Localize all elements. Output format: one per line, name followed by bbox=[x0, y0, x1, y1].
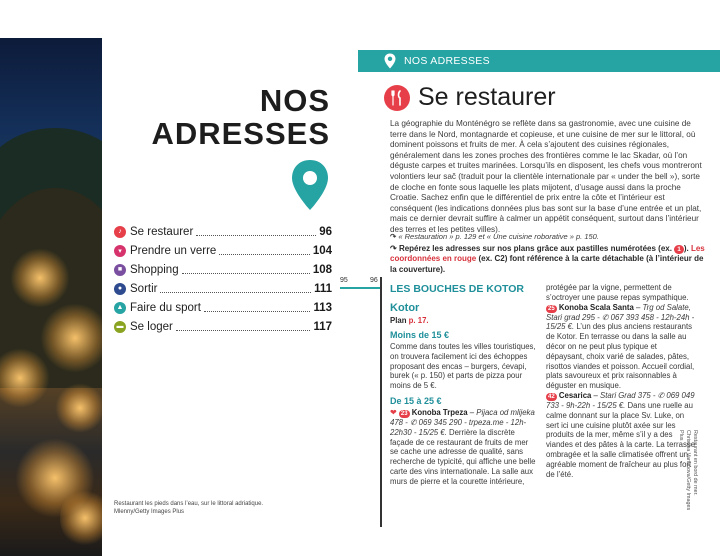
section-header bbox=[384, 83, 556, 112]
entry-info: – Pijaca od mlijeka 478 - ✆ 069 345 290 - trpeza.me - 12h-22h30 - 15/25 €. bbox=[390, 407, 535, 437]
location-pin-icon bbox=[384, 53, 396, 69]
entry-name: Konoba Scala Santa bbox=[558, 302, 634, 312]
toc-item-page: 96 bbox=[319, 225, 332, 238]
entry-info: – Stari Grad 375 - ✆ 069 049 733 - 9h-22h - 15/25 €. bbox=[546, 390, 695, 410]
toc-item-page: 104 bbox=[312, 244, 332, 257]
entry-description: Dans une ruelle au calme donnant sur la place Sv. Luke, on sert ici une cuisine plutôt axée sur les produits de la mer, même s’il y a des viandes et des pâtes à la carte. La terrasse ombragée et la salle climatisée offrent un agréable moment de fraîcheur au plus fort de l’été. bbox=[546, 400, 696, 479]
title-line-1: NOS bbox=[259, 83, 330, 118]
entry-description: L’un des plus anciens restaurants de Kotor. En terrasse ou dans la salle au décor on ne peut plus typique et dépaysant, choix varié de salades, pâtes, risottos viandes et poisson. Accueil cordial, plats savoureux et prix raisonnables à déguster en musique. bbox=[546, 322, 695, 391]
page-title bbox=[151, 84, 330, 150]
page-marker-bar bbox=[340, 287, 380, 289]
location-pin-icon bbox=[290, 158, 330, 212]
toc-item[interactable] bbox=[114, 279, 332, 298]
listing-column-1 bbox=[390, 283, 536, 487]
photo-caption bbox=[114, 500, 354, 516]
toc-item[interactable] bbox=[114, 222, 332, 241]
table-of-contents bbox=[114, 222, 332, 336]
listing-text: protégée par la vigne, permettent de s’octroyer une pause repas sympathique. bbox=[546, 283, 689, 302]
toc-item-label: Prendre un verre bbox=[130, 244, 217, 257]
caption-credit: Mlenny/Getty Images Plus bbox=[114, 509, 185, 515]
entry-info: – Trg od Salate, Stari grad 295 - ✆ 067 393 458 - 12h-24h - 15/25 €. bbox=[546, 302, 695, 332]
photo-light bbox=[40, 303, 102, 373]
entry-number-badge: 25 bbox=[548, 305, 555, 312]
glass-icon: ▾ bbox=[114, 245, 126, 257]
night-coast-photo bbox=[0, 38, 102, 556]
bed-icon: ▬ bbox=[114, 321, 126, 333]
note-text: ). bbox=[683, 244, 689, 253]
entry-name: Cesarica bbox=[558, 390, 592, 400]
toc-item[interactable] bbox=[114, 260, 332, 279]
fork-knife-icon bbox=[384, 85, 410, 111]
listing-entry bbox=[546, 391, 696, 479]
see-also-icon: ↷ bbox=[390, 244, 399, 253]
page-number-right: 96 bbox=[370, 277, 378, 284]
heart-icon: ❤ bbox=[390, 407, 397, 417]
toc-leader-dots bbox=[219, 246, 310, 255]
section-title: Se restaurer bbox=[418, 83, 556, 111]
page-number-left: 95 bbox=[340, 277, 348, 284]
entry-number-badge: 42 bbox=[548, 393, 555, 400]
see-also-icon: ↷ bbox=[390, 232, 399, 241]
reference-line bbox=[390, 232, 599, 241]
toc-item-label: Shopping bbox=[130, 263, 179, 276]
note-text: Repérez les adresses sur nos plans grâce aux pastilles numérotées (ex. bbox=[398, 244, 675, 253]
entry-name: Konoba Trpeza bbox=[411, 407, 468, 417]
listing-entry bbox=[546, 303, 696, 391]
listing-text: Comme dans toutes les villes touristiques, on trouvera facilement ici des échoppes proposant des encas – burgers, ćevapi, burek (« p. 150) et parts de pizza pour moins de 5 €. bbox=[390, 342, 536, 391]
sport-icon: ▲ bbox=[114, 302, 126, 314]
toc-item-page: 108 bbox=[312, 263, 332, 276]
toc-leader-dots bbox=[176, 322, 311, 331]
city-title: Kotor bbox=[390, 302, 420, 314]
caption-text: Restaurant les pieds dans l’eau, sur le littoral adriatique. bbox=[114, 501, 264, 507]
toc-item[interactable] bbox=[114, 317, 332, 336]
toc-item-label: Faire du sport bbox=[130, 301, 201, 314]
fork-knife-icon: ♪ bbox=[114, 226, 126, 238]
column-rule bbox=[380, 277, 382, 527]
listing-entry bbox=[390, 408, 536, 487]
toc-item-label: Se restaurer bbox=[130, 225, 194, 238]
toc-leader-dots bbox=[196, 227, 316, 236]
toc-item-page: 111 bbox=[314, 282, 332, 295]
price-range-heading: Moins de 15 € bbox=[390, 330, 450, 340]
toc-item-label: Se loger bbox=[130, 320, 173, 333]
photo-light bbox=[10, 248, 70, 308]
plan-reference bbox=[390, 316, 536, 325]
note-badge: 1 bbox=[674, 245, 684, 254]
toc-item-label: Sortir bbox=[130, 282, 158, 295]
plan-page: p. 17. bbox=[408, 316, 429, 325]
mask-icon: ● bbox=[114, 283, 126, 295]
banner-label: NOS ADRESSES bbox=[404, 55, 490, 67]
toc-leader-dots bbox=[182, 265, 310, 274]
note-text: (ex. C2) font référence à la carte détachable (à l’intérieur de la couverture). bbox=[390, 254, 704, 274]
toc-leader-dots bbox=[160, 284, 311, 293]
note-red-text: Les coordonnées en rouge bbox=[390, 244, 705, 264]
toc-item-page: 113 bbox=[313, 301, 332, 314]
caption-credit: Christina Varianova/Getty Images Plus bbox=[678, 430, 691, 511]
toc-item[interactable] bbox=[114, 241, 332, 260]
title-line-2: ADRESSES bbox=[151, 116, 330, 151]
entry-number-badge: 23 bbox=[400, 410, 408, 417]
plan-label: Plan bbox=[390, 316, 409, 325]
photo-light bbox=[60, 488, 102, 548]
price-range-heading: De 15 à 25 € bbox=[390, 395, 442, 406]
map-note bbox=[390, 244, 708, 275]
section-banner bbox=[358, 50, 720, 72]
shopping-bag-icon: ■ bbox=[114, 264, 126, 276]
photo-light bbox=[55, 383, 102, 433]
reference-text: « Restauration » p. 129 et « Une cuisine roborative » p. 150. bbox=[398, 232, 599, 241]
photo-caption-vertical bbox=[677, 430, 698, 520]
region-title: LES BOUCHES DE KOTOR bbox=[390, 283, 524, 295]
toc-item-page: 117 bbox=[313, 320, 332, 333]
page-number-marker bbox=[340, 277, 380, 287]
toc-leader-dots bbox=[204, 303, 310, 312]
left-page bbox=[102, 38, 352, 556]
intro-paragraph: La géographie du Monténégro se reflète dans sa gastronomie, avec une cuisine de terre dans le Nord, montagnarde et copieuse, et une cuisine de mer sur le littoral, où dominent poissons et fruits de mer. À cela s’ajoutent des cuisines régionales, généralement dans les zones proches des frontières comme le lac Skadar, où l’on déguste carpes et truites marinées. Lorsqu’ils en disposent, les chefs vous montreront volontiers leur sač (traduit pour la clientèle internationale par « under the bell »), sorte de cloche en fonte sous laquelle les plats mijotent, d’usage aussi dans la proche Croatie. Sachez enfin que le différentiel de prix entre la côte et l’intérieur est conséquent (les indications données plus bas sont sur la base d’une entrée et un plat, mais ce dernier devrait suffire à calmer un appétit conséquent, surtout dans l’intérieur des terres et les petites villes). bbox=[390, 119, 702, 234]
listing-column-2 bbox=[546, 283, 696, 479]
entry-description: Derrière la discrète façade de ce restaurant de fruits de mer se cache une adresse de qualité, sans recherche de typicité, qui affiche une belle carte des vins internationale. La salle aux murs de pierre et la courette intérieure, bbox=[390, 427, 536, 486]
toc-item[interactable] bbox=[114, 298, 332, 317]
caption-text: Restaurant en bord de mer. bbox=[692, 430, 698, 496]
